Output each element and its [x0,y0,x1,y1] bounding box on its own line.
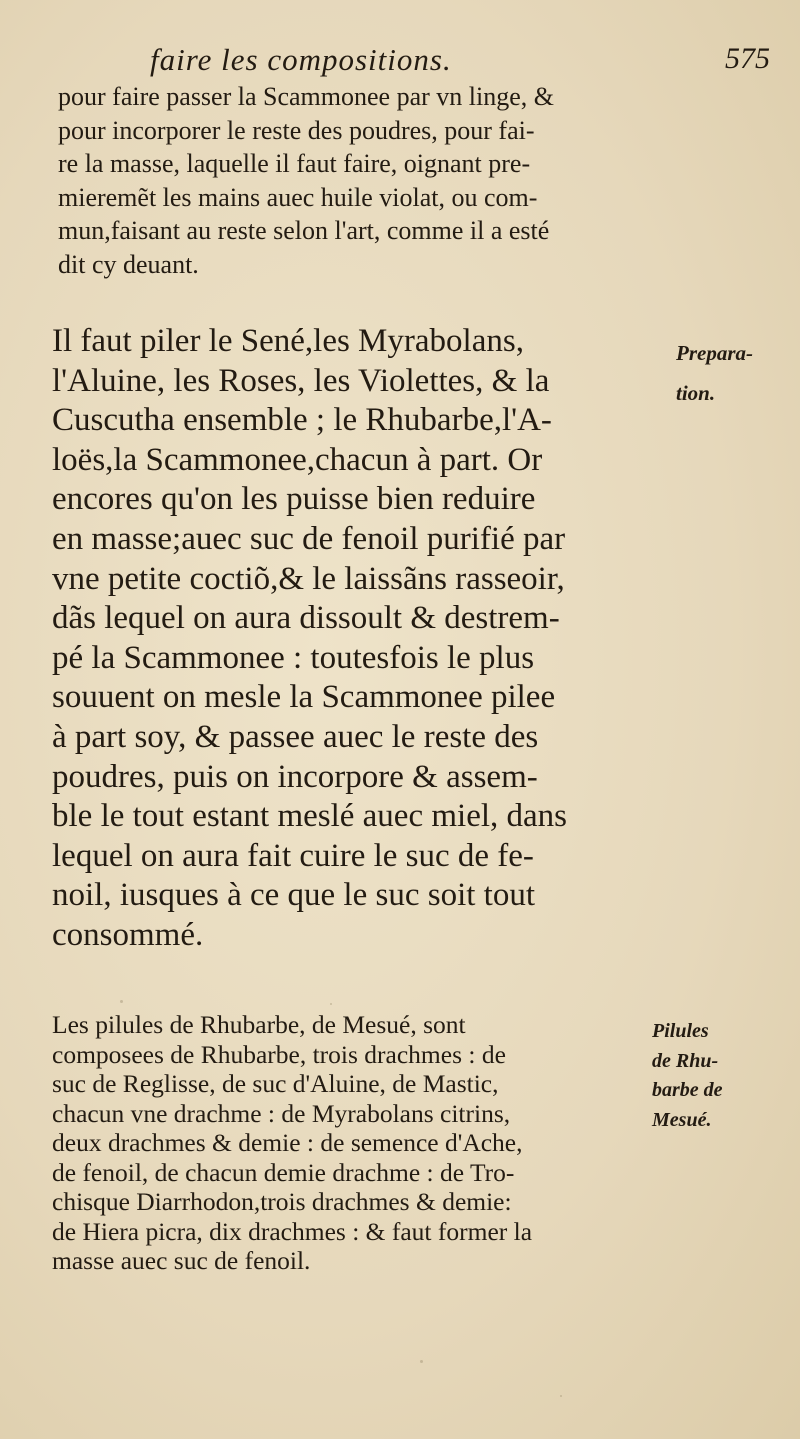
text-line: ble le tout estant meslé auec miel, dans [52,798,567,835]
margin-note-line: tion. [676,381,716,405]
paragraph-rhubarb-pills [52,1010,732,1276]
text-line: pour faire passer la Scammonee par vn linge, & [58,82,554,111]
text-line: Les pilules de Rhubarbe, de Mesué, sont [52,1010,466,1039]
text-line: pour incorporer le reste des poudres, pour fai- [58,115,535,145]
text-line: consommé. [52,916,204,953]
margin-note-rhubarb-pills [652,1017,723,1135]
text-line: mieremẽt les mains auec huile violat, ou com- [58,182,538,212]
text-line: vne petite coctiõ,& le laissãns rasseoir, [52,560,565,597]
text-line: à part soy, & passee auec le reste des [52,718,539,755]
text-line: masse auec suc de fenoil. [52,1246,311,1275]
text-line: loës,la Scammonee,chacun à part. Or [52,441,543,478]
text-line: deux drachmes & demie : de semence d'Ache, [52,1128,523,1157]
text-line: pé la Scammonee : toutesfois le plus [52,639,535,676]
margin-note-line: de Rhu- [652,1049,719,1072]
text-line: de fenoil, de chacun demie drachme : de Tro- [52,1157,515,1187]
paper-speck [330,1003,332,1005]
text-line: en masse;auec suc de fenoil purifié par [52,520,566,557]
text-line: chisque Diarrhodon,trois drachmes & demie: [52,1187,512,1216]
paragraph-continuation [58,80,748,281]
text-line: lequel on aura fait cuire le suc de fe- [52,837,534,874]
text-line: Cuscutha ensemble ; le Rhubarbe,l'A- [52,402,552,439]
text-line: Il faut piler le Sené,les Myrabolans, [52,323,524,359]
text-line: l'Aluine, les Roses, les Violettes, & la [52,362,550,399]
margin-note-preparation [676,333,753,413]
text-line: mun,faisant au reste selon l'art, comme il a esté [58,216,550,245]
paper-speck [120,1000,123,1003]
text-line: souuent on mesle la Scammonee pilee [52,679,556,716]
text-line: dãs lequel on aura dissoult & destrem- [52,600,560,637]
margin-note-line: Pilules [652,1020,709,1042]
page-number: 575 [725,42,770,75]
running-title: faire les compositions. [150,42,452,77]
text-line: noil, iusques à ce que le suc soit tout [52,877,535,914]
text-line: chacun vne drachme : de Myrabolans citrins, [52,1098,511,1128]
text-line: composees de Rhubarbe, trois drachmes : de [52,1039,506,1069]
margin-note-line: Mesué. [652,1108,712,1131]
paper-speck [420,1360,423,1363]
paragraph-preparation [52,322,732,956]
text-line: de Hiera picra, dix drachmes : & faut former la [52,1216,533,1246]
text-line: encores qu'on les puisse bien reduire [52,481,536,518]
paper-speck [560,1395,562,1397]
text-line: poudres, puis on incorpore & assem- [52,758,538,795]
text-line: re la masse, laquelle il faut faire, oignant pre- [58,149,531,178]
margin-note-line: barbe de [652,1079,723,1101]
text-line: dit cy deuant. [58,249,199,279]
text-line: suc de Reglisse, de suc d'Aluine, de Mastic, [52,1069,499,1098]
margin-note-line: Prepara- [676,341,753,365]
